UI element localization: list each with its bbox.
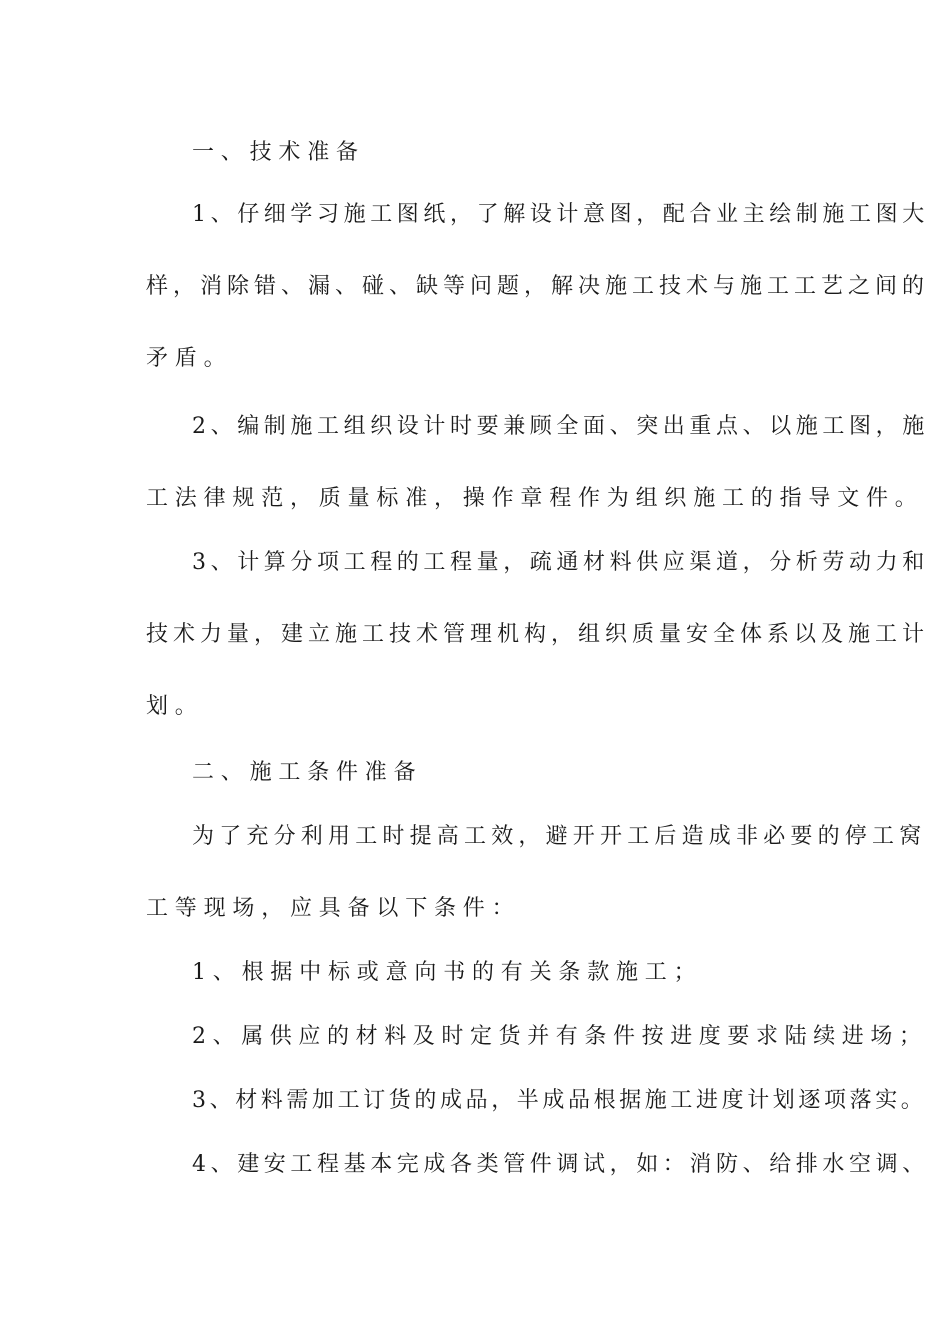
paragraph-line: 2、编制施工组织设计时要兼顾全面、突出重点、以施工图，施 — [192, 414, 929, 439]
paragraph-line: 划。 — [146, 694, 204, 719]
paragraph-line: 3、计算分项工程的工程量，疏通材料供应渠道，分析劳动力和 — [192, 550, 929, 575]
paragraph-line: 为了充分利用工时提高工效，避开开工后造成非必要的停工窝 — [192, 824, 927, 849]
paragraph-line: 矛盾。 — [146, 346, 233, 371]
paragraph-line: 工法律规范，质量标准，操作章程作为组织施工的指导文件。 — [146, 486, 924, 511]
list-item: 3、材料需加工订货的成品，半成品根据施工进度计划逐项落实。 — [192, 1088, 927, 1113]
paragraph-line: 工等现场，应具备以下条件： — [146, 896, 521, 921]
list-item: 4、建安工程基本完成各类管件调试，如：消防、给排水空调、 — [192, 1152, 929, 1177]
list-item: 1、根据中标或意向书的有关条款施工； — [192, 960, 703, 985]
paragraph-line: 1、仔细学习施工图纸，了解设计意图，配合业主绘制施工图大 — [192, 202, 929, 227]
section-heading: 一、技术准备 — [192, 140, 365, 165]
paragraph-line: 样，消除错、漏、碰、缺等问题，解决施工技术与施工工艺之间的 — [146, 274, 930, 299]
section-heading: 二、施工条件准备 — [192, 760, 423, 785]
list-item: 2、属供应的材料及时定货并有条件按进度要求陆续进场； — [192, 1024, 928, 1049]
paragraph-line: 技术力量，建立施工技术管理机构，组织质量安全体系以及施工计 — [146, 622, 930, 647]
